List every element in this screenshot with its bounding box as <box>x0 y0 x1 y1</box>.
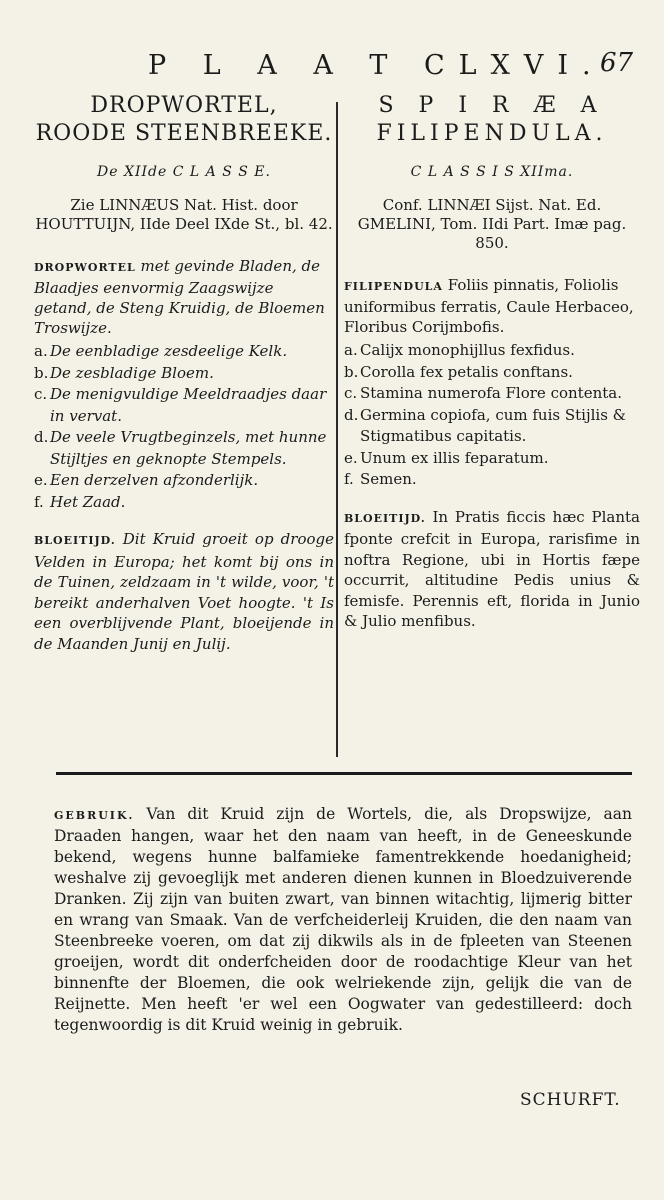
item-key: b. <box>344 362 359 381</box>
latin-description-body: Foliis pinnatis, Foliolis uniformibus ferratis, Caule Herbaceo, Floribus Corijmbofis. <box>344 276 634 336</box>
column-divider <box>336 102 338 757</box>
item-text: Semen. <box>360 470 417 488</box>
latin-title-1: S P I R Æ A <box>378 93 606 118</box>
list-item <box>344 383 640 405</box>
item-key: d. <box>34 428 49 446</box>
list-item <box>344 340 640 362</box>
usage-body: Van dit Kruid zijn de Wortels, die, als Dropswijze, aan Draaden hangen, waar het den naam van heeft, in de Geneeskunde bekend, wegens hunne balfamieke famentrekkende hoedanigheid; weshalve zij gevoeglijk met anderen dienen kunnen in Bloedzuiverende Dranken. Zij zijn van buiten zwart, van binnen witachtig, lijmerig bitter en wrang van Smaak. Van de verfcheiderleij Kruiden, die den naam van Steenbreeke voeren, om dat zij dikwils als in de fpleeten van Steenen groeijen, wordt dit onderfcheiden door de roodachtige Kleur van het binnenfte der Bloemen, die ook welriekende zijn, gelijk die van de Reijnette. Men heeft 'er wel een Oogwater van gedestilleerd: doch tegenwoordig is dit Kruid weinig in gebruik. <box>54 805 632 1034</box>
list-item <box>344 448 640 470</box>
dutch-description-body: met gevinde Bladen, de Blaadjes eenvormig Zaagswijze getand, de Steng Kruidig, de Bloemen Troswijze. <box>34 257 325 337</box>
item-key: a. <box>34 342 48 360</box>
latin-figure-list <box>344 340 640 491</box>
item-key: e. <box>34 471 48 489</box>
item-key: a. <box>344 341 358 359</box>
catchword: SCHURFT. <box>520 1090 621 1110</box>
list-item <box>344 469 640 491</box>
list-item <box>34 341 334 363</box>
list-item <box>344 405 640 448</box>
dutch-class: De XIIde C L A S S E. <box>97 164 271 180</box>
item-text: De menigvuldige Meeldraadjes daar in vervat. <box>50 385 327 425</box>
item-text: Germina copiofa, cum fuis Stijlis & Stigmatibus capitatis. <box>360 405 627 445</box>
item-text: De zesbladige Bloem. <box>50 363 214 382</box>
latin-title-2: FILIPENDULA. <box>376 121 608 146</box>
item-key: e. <box>344 448 358 467</box>
item-key: b. <box>34 363 49 382</box>
dutch-description-lead: DROPWORTEL <box>34 261 136 274</box>
dutch-column <box>34 92 334 654</box>
latin-bloei-lead: BLOEITIJD. <box>344 511 426 525</box>
dutch-bloei-lead: BLOEITIJD. <box>34 534 116 547</box>
latin-class: C L A S S I S XIIma. <box>410 164 574 180</box>
item-text: De eenbladige zesdeelige Kelk. <box>50 342 288 360</box>
list-item <box>344 362 640 384</box>
item-text: Unum ex illis feparatum. <box>360 448 549 467</box>
item-key: c. <box>34 385 48 403</box>
latin-description <box>344 275 640 337</box>
item-text: Het Zaad. <box>50 492 126 511</box>
latin-bloei-body: In Pratis ficcis hæc Planta fponte crefcit in Europa, rarisfime in noftra Regione, ubi in Hortis fæpe occurrit, altitudine Pedis unius & femisfe. Perennis eft, florida in Junio & Julio menfibus. <box>344 507 640 630</box>
usage-lead: GEBRUIK. <box>54 809 135 822</box>
plate-title: P L A A T CLXVI. <box>148 50 605 81</box>
list-item <box>34 427 334 470</box>
page-number: 67 <box>600 48 634 78</box>
dutch-description <box>34 256 334 338</box>
latin-column <box>344 92 640 632</box>
item-key: c. <box>344 384 358 402</box>
latin-flowering-time <box>344 507 640 632</box>
item-text: Een derzelven afzonderlijk. <box>50 471 259 489</box>
item-text: Stamina numerofa Flore contenta. <box>360 384 622 402</box>
item-text: Calijx monophijllus fexfidus. <box>360 341 575 359</box>
latin-reference: Conf. LINNÆI Sijst. Nat. Ed. GMELINI, Tom. IIdi Part. Imæ pag. 850. <box>357 196 627 252</box>
item-key: d. <box>344 405 359 424</box>
running-head <box>0 48 664 88</box>
item-text: De veele Vrugtbeginzels, met hunne Stijltjes en geknopte Stempels. <box>50 428 327 468</box>
list-item <box>34 363 334 385</box>
list-item <box>34 492 334 514</box>
dutch-figure-list <box>34 341 334 513</box>
dutch-reference: Zie LINNÆUS Nat. Hist. door HOUTTUIJN, IIde Deel IXde St., bl. 42. <box>35 196 333 233</box>
dutch-title-1: DROPWORTEL, <box>90 93 278 118</box>
dutch-bloei-body: Dit Kruid groeit op drooge Velden in Europa; het komt bij ons in de Tuinen, zeldzaam in 't wilde, voor, 't bereikt anderhalven Voet hoogte. 't Is een overblijvende Plant, bloeijende in de Maanden Junij en Julij. <box>34 530 334 653</box>
latin-description-lead: FILIPENDULA <box>344 280 443 293</box>
item-key: f. <box>344 470 354 488</box>
item-text: Corolla fex petalis conftans. <box>360 362 573 381</box>
dutch-flowering-time <box>34 529 334 654</box>
dutch-title-2: ROODE STEENBREEKE. <box>35 121 333 146</box>
list-item <box>34 470 334 492</box>
section-rule <box>56 772 632 775</box>
list-item <box>34 384 334 427</box>
item-key: f. <box>34 492 44 511</box>
usage-paragraph <box>54 804 632 1036</box>
